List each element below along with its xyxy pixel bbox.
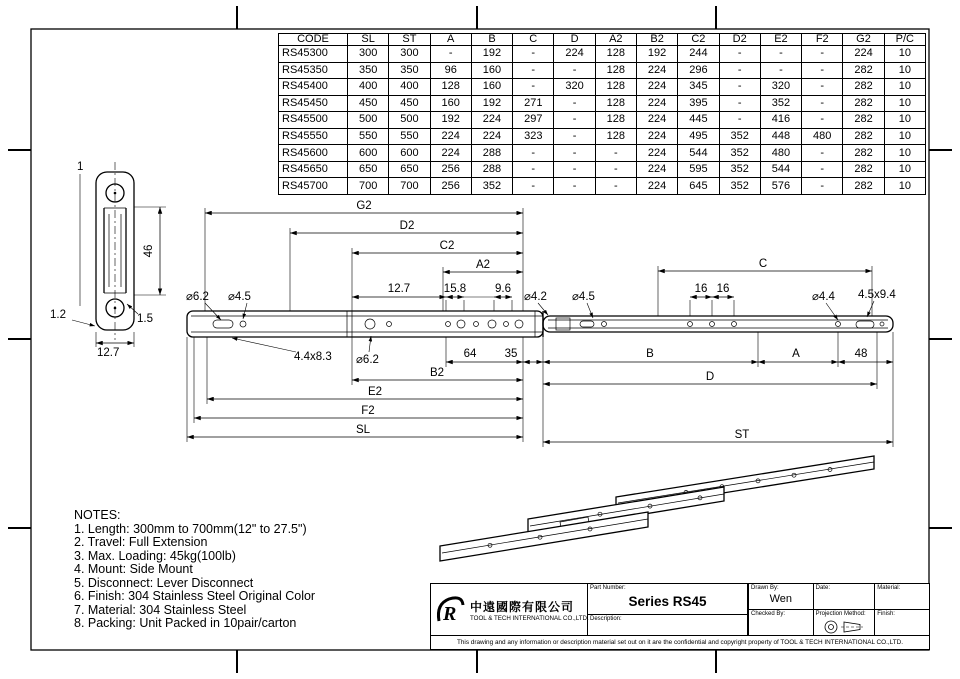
value-cell: -	[554, 95, 595, 112]
table-row	[279, 128, 926, 145]
value-cell: 350	[389, 62, 430, 79]
value-cell: -	[802, 145, 843, 162]
value-cell: 400	[389, 79, 430, 96]
date-cell	[813, 584, 875, 610]
table-row	[279, 178, 926, 195]
value-cell: 282	[843, 161, 884, 178]
value-cell: -	[554, 112, 595, 129]
column-header: E2	[760, 34, 801, 46]
value-cell: -	[430, 46, 471, 63]
dim-35: 35	[504, 348, 518, 360]
notes-title: NOTES:	[74, 508, 121, 522]
value-cell: 10	[884, 95, 925, 112]
value-cell: 128	[595, 95, 636, 112]
value-cell: -	[554, 145, 595, 162]
finish-cell	[874, 610, 929, 636]
value-cell: 500	[389, 112, 430, 129]
value-cell: -	[802, 112, 843, 129]
value-cell: -	[719, 79, 760, 96]
dim-C: C	[758, 258, 768, 270]
value-cell: 192	[430, 112, 471, 129]
value-cell: -	[802, 62, 843, 79]
dim-E2: E2	[367, 386, 383, 398]
dim-slot-4-4x8-3: 4.4x8.3	[294, 351, 332, 363]
dim-F2: F2	[361, 405, 375, 417]
value-cell: 352	[760, 95, 801, 112]
value-cell: 544	[678, 145, 719, 162]
code-cell: RS45300	[279, 46, 348, 63]
value-cell: 352	[719, 178, 760, 195]
value-cell: 297	[513, 112, 554, 129]
value-cell: 550	[389, 128, 430, 145]
value-cell: 224	[636, 79, 677, 96]
value-cell: 576	[760, 178, 801, 195]
value-cell: 650	[348, 161, 389, 178]
value-cell: -	[802, 46, 843, 63]
value-cell: 282	[843, 95, 884, 112]
dim-16-b: 16	[716, 283, 730, 295]
value-cell: -	[760, 62, 801, 79]
dimension-annotations	[186, 200, 896, 447]
value-cell: 650	[389, 161, 430, 178]
projection-label: Projection Method:	[815, 610, 866, 617]
value-cell: -	[802, 95, 843, 112]
dim-15-8: 15.8	[443, 283, 467, 295]
value-cell: 128	[595, 79, 636, 96]
column-header: B	[471, 34, 512, 46]
material-label: Material:	[877, 585, 901, 591]
material-cell	[874, 584, 929, 610]
value-cell: 10	[884, 178, 925, 195]
value-cell: 224	[636, 112, 677, 129]
column-header: A	[430, 34, 471, 46]
value-cell: 10	[884, 46, 925, 63]
value-cell: 244	[678, 46, 719, 63]
value-cell: 224	[430, 145, 471, 162]
value-cell: -	[554, 62, 595, 79]
description-label: Description:	[590, 616, 622, 622]
spec-table	[278, 33, 926, 195]
dim-12-7-section: 12.7	[97, 347, 120, 359]
isometric-view	[440, 456, 874, 561]
dim-64: 64	[463, 348, 477, 360]
value-cell: 224	[471, 128, 512, 145]
code-cell: RS45400	[279, 79, 348, 96]
column-header: G2	[843, 34, 884, 46]
note-line: 7. Material: 304 Stainless Steel	[74, 602, 247, 617]
dim-dia-4-5-mid: ⌀4.5	[572, 291, 595, 303]
value-cell: 224	[636, 178, 677, 195]
company-name-en: TOOL & TECH INTERNATIONAL CO.,LTD.	[470, 614, 589, 622]
code-cell: RS45350	[279, 62, 348, 79]
table-row	[279, 62, 926, 79]
value-cell: 448	[760, 128, 801, 145]
dim-ST: ST	[734, 429, 750, 441]
dim-slot-4-5x9-4: 4.5x9.4	[858, 289, 896, 301]
value-cell: 600	[389, 145, 430, 162]
note-line: 1. Length: 300mm to 700mm(12" to 27.5")	[74, 521, 307, 536]
column-header: B2	[636, 34, 677, 46]
item-balloon-label: 1	[77, 161, 84, 173]
checked-by-cell	[748, 610, 813, 636]
value-cell: 282	[843, 128, 884, 145]
value-cell: 224	[636, 161, 677, 178]
value-cell: -	[513, 62, 554, 79]
value-cell: -	[513, 46, 554, 63]
value-cell: 128	[430, 79, 471, 96]
value-cell: 320	[554, 79, 595, 96]
value-cell: 480	[802, 128, 843, 145]
value-cell: 282	[843, 79, 884, 96]
drawn-by-label: Drawn By:	[751, 585, 779, 591]
value-cell: 128	[595, 46, 636, 63]
value-cell: -	[595, 178, 636, 195]
value-cell: 282	[843, 62, 884, 79]
value-cell: 352	[719, 161, 760, 178]
slide-side-view	[187, 311, 893, 337]
dim-48: 48	[854, 348, 868, 360]
value-cell: 224	[554, 46, 595, 63]
value-cell: 128	[595, 128, 636, 145]
value-cell: 192	[471, 46, 512, 63]
value-cell: -	[719, 95, 760, 112]
value-cell: 160	[430, 95, 471, 112]
dim-12-7: 12.7	[387, 283, 411, 295]
value-cell: 282	[843, 112, 884, 129]
value-cell: 128	[595, 62, 636, 79]
code-cell: RS45550	[279, 128, 348, 145]
value-cell: 224	[843, 46, 884, 63]
value-cell: 224	[636, 128, 677, 145]
value-cell: 700	[389, 178, 430, 195]
value-cell: 450	[348, 95, 389, 112]
column-header: C	[513, 34, 554, 46]
copyright-strip: This drawing and any information or description material set out on it are the confidential and copyright property of TOOL & TECH INTERNATIONAL CO.,LTD.	[431, 635, 929, 649]
value-cell: 416	[760, 112, 801, 129]
value-cell: 300	[348, 46, 389, 63]
dim-D: D	[705, 371, 715, 383]
value-cell: -	[513, 145, 554, 162]
cross-section-view	[50, 161, 166, 359]
value-cell: 10	[884, 161, 925, 178]
value-cell: 224	[471, 112, 512, 129]
projection-symbol-icon	[822, 619, 866, 635]
company-cell	[431, 584, 588, 635]
value-cell: 495	[678, 128, 719, 145]
value-cell: 400	[348, 79, 389, 96]
column-header: D2	[719, 34, 760, 46]
table-row	[279, 79, 926, 96]
value-cell: 10	[884, 112, 925, 129]
value-cell: -	[802, 178, 843, 195]
dim-B2: B2	[429, 367, 445, 379]
dim-D2: D2	[399, 220, 415, 232]
value-cell: -	[719, 46, 760, 63]
dim-9-6: 9.6	[495, 283, 511, 295]
value-cell: 160	[471, 79, 512, 96]
note-line: 3. Max. Loading: 45kg(100lb)	[74, 548, 236, 563]
code-cell: RS45600	[279, 145, 348, 162]
dim-1-5: 1.5	[137, 313, 153, 325]
table-row	[279, 145, 926, 162]
date-label: Date:	[815, 585, 830, 591]
value-cell: 10	[884, 62, 925, 79]
table-row	[279, 46, 926, 63]
value-cell: 160	[471, 62, 512, 79]
part-number-label: Part Number:	[590, 585, 626, 591]
value-cell: -	[595, 161, 636, 178]
code-cell: RS45700	[279, 178, 348, 195]
value-cell: 224	[636, 145, 677, 162]
value-cell: 224	[430, 128, 471, 145]
value-cell: 256	[430, 178, 471, 195]
value-cell: -	[513, 161, 554, 178]
value-cell: 352	[471, 178, 512, 195]
value-cell: 10	[884, 128, 925, 145]
column-header: D	[554, 34, 595, 46]
value-cell: 445	[678, 112, 719, 129]
table-row	[279, 161, 926, 178]
column-header: P/C	[884, 34, 925, 46]
dim-A: A	[792, 348, 800, 360]
value-cell: 500	[348, 112, 389, 129]
value-cell: 288	[471, 145, 512, 162]
note-line: 8. Packing: Unit Packed in 10pair/carton	[74, 616, 297, 630]
note-line: 6. Finish: 304 Stainless Steel Original Color	[74, 589, 316, 603]
spec-table-header-row	[279, 34, 926, 46]
value-cell: 395	[678, 95, 719, 112]
title-block-grid	[748, 584, 929, 635]
dim-dia-4-4: ⌀4.4	[812, 291, 835, 303]
dim-B: B	[646, 348, 654, 360]
value-cell: 282	[843, 178, 884, 195]
code-cell: RS45650	[279, 161, 348, 178]
column-header: C2	[678, 34, 719, 46]
company-logo	[434, 594, 466, 626]
note-line: 2. Travel: Full Extension	[74, 535, 208, 549]
value-cell: -	[554, 178, 595, 195]
value-cell: 288	[471, 161, 512, 178]
part-number-cell	[588, 584, 747, 615]
value-cell: -	[513, 79, 554, 96]
value-cell: 450	[389, 95, 430, 112]
series-title: Series RS45	[628, 593, 707, 609]
note-line: 4. Mount: Side Mount	[74, 562, 193, 576]
column-header: F2	[802, 34, 843, 46]
value-cell: 128	[595, 112, 636, 129]
dim-G2: G2	[356, 200, 372, 212]
drawn-by-cell	[748, 584, 813, 610]
dim-16-a: 16	[694, 283, 708, 295]
dim-dia-6-2-left: ⌀6.2	[186, 291, 209, 303]
value-cell: 192	[636, 46, 677, 63]
value-cell: 345	[678, 79, 719, 96]
value-cell: 323	[513, 128, 554, 145]
value-cell: 352	[719, 128, 760, 145]
value-cell: 645	[678, 178, 719, 195]
value-cell: -	[719, 112, 760, 129]
value-cell: 224	[636, 62, 677, 79]
value-cell: -	[802, 79, 843, 96]
title-block-main	[431, 584, 929, 635]
code-cell: RS45450	[279, 95, 348, 112]
value-cell: 271	[513, 95, 554, 112]
column-header: A2	[595, 34, 636, 46]
dim-46: 46	[143, 244, 155, 258]
value-cell: 192	[471, 95, 512, 112]
value-cell: 544	[760, 161, 801, 178]
column-header: CODE	[279, 34, 348, 46]
spec-table-body	[279, 46, 926, 195]
dim-C2: C2	[439, 240, 455, 252]
company-name-cn: 中遠國際有限公司	[470, 599, 575, 614]
value-cell: 550	[348, 128, 389, 145]
value-cell: 10	[884, 79, 925, 96]
value-cell: 352	[719, 145, 760, 162]
column-header: SL	[348, 34, 389, 46]
dim-1-2: 1.2	[50, 309, 66, 321]
value-cell: -	[554, 161, 595, 178]
value-cell: -	[595, 145, 636, 162]
description-cell	[588, 615, 747, 635]
value-cell: 282	[843, 145, 884, 162]
title-block	[430, 583, 930, 650]
value-cell: -	[554, 128, 595, 145]
value-cell: 10	[884, 145, 925, 162]
dim-dia-4-2: ⌀4.2	[524, 291, 547, 303]
value-cell: -	[719, 62, 760, 79]
value-cell: -	[802, 161, 843, 178]
value-cell: -	[760, 46, 801, 63]
notes-list	[74, 523, 434, 631]
table-row	[279, 112, 926, 129]
svg-text:R: R	[443, 602, 457, 625]
value-cell: 256	[430, 161, 471, 178]
value-cell: 480	[760, 145, 801, 162]
dim-SL: SL	[355, 424, 371, 436]
notes-section	[74, 509, 434, 631]
part-number-column	[588, 584, 748, 635]
value-cell: 320	[760, 79, 801, 96]
value-cell: -	[513, 178, 554, 195]
value-cell: 96	[430, 62, 471, 79]
note-line: 5. Disconnect: Lever Disconnect	[74, 575, 254, 590]
dim-dia-4-5-left: ⌀4.5	[228, 291, 251, 303]
dim-dia-6-2-bottom: ⌀6.2	[356, 354, 379, 366]
column-header: ST	[389, 34, 430, 46]
drawn-by-value: Wen	[769, 593, 793, 605]
finish-label: Finish:	[877, 610, 895, 617]
checked-by-label: Checked By:	[751, 610, 786, 617]
projection-cell	[813, 610, 875, 636]
dim-A2: A2	[475, 259, 491, 271]
value-cell: 350	[348, 62, 389, 79]
value-cell: 224	[636, 95, 677, 112]
table-row	[279, 95, 926, 112]
value-cell: 600	[348, 145, 389, 162]
value-cell: 595	[678, 161, 719, 178]
value-cell: 700	[348, 178, 389, 195]
code-cell: RS45500	[279, 112, 348, 129]
value-cell: 296	[678, 62, 719, 79]
value-cell: 300	[389, 46, 430, 63]
